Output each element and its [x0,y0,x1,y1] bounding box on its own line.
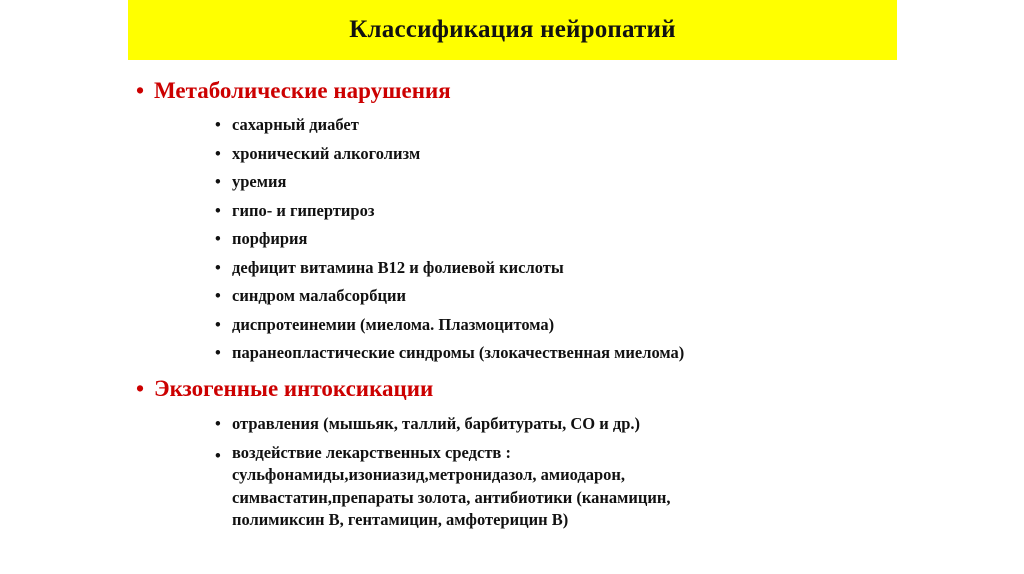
bullet-icon: • [215,143,221,163]
exogenous-list [215,410,671,532]
list-item-text: дефицит витамина В12 и фолиевой кислоты [232,257,564,277]
bullet-icon: • [215,115,221,134]
list-item-text: хронический алкоголизм [232,143,421,163]
list-item [215,254,684,283]
list-item-text: отравления (мышьяк, таллий, барбитураты, СО и др.) [232,414,640,433]
list-item-text: сульфонамиды,изониазид,метронидазол, амиодарон, [232,465,626,484]
list-item-text: порфирия [232,229,308,248]
list-item-text: гипо- и гипертироз [232,200,375,220]
list-item-text: сахарный диабет [232,115,359,134]
list-item [215,140,684,169]
list-item [215,439,671,532]
bullet-icon: • [215,200,221,220]
list-item [215,225,684,254]
list-item-text: синдром малабсорбции [232,286,406,305]
bullet-icon: • [215,257,221,277]
section-heading-label: Экзогенные интоксикации [154,376,434,401]
list-item [215,168,684,197]
list-item [215,197,684,226]
list-item-text: уремия [232,172,287,191]
list-item [215,282,684,311]
list-item-text: диспротеинемии (миелома. Плазмоцитома) [232,314,555,334]
list-item [215,111,684,140]
bullet-icon: • [136,376,145,401]
metabolic-list [215,111,684,368]
bullet-icon: • [215,445,221,465]
list-item-text: полимиксин В, гентамицин, амфотерицин В) [232,510,569,529]
list-item-text: воздействие лекарственных средств : [232,442,511,462]
bullet-icon: • [136,78,145,103]
section-heading-label: Метаболические нарушения [154,78,451,103]
title-bar [128,0,897,60]
bullet-icon: • [215,414,221,433]
section-heading-metabolic [136,77,451,105]
section-heading-exogenous [136,375,433,403]
list-item [215,311,684,340]
bullet-icon: • [215,229,221,248]
list-item [215,339,684,368]
list-item [215,410,671,439]
bullet-icon: • [215,172,221,191]
bullet-icon: • [215,343,221,362]
list-item-text: паранеопластические синдромы (злокачественная миелома) [232,343,685,362]
list-item-text: симвастатин,препараты золота, антибиотики (канамицин, [232,487,671,507]
bullet-icon: • [215,314,221,334]
slide-title: Классификация нейропатий [349,16,676,43]
bullet-icon: • [215,286,221,305]
